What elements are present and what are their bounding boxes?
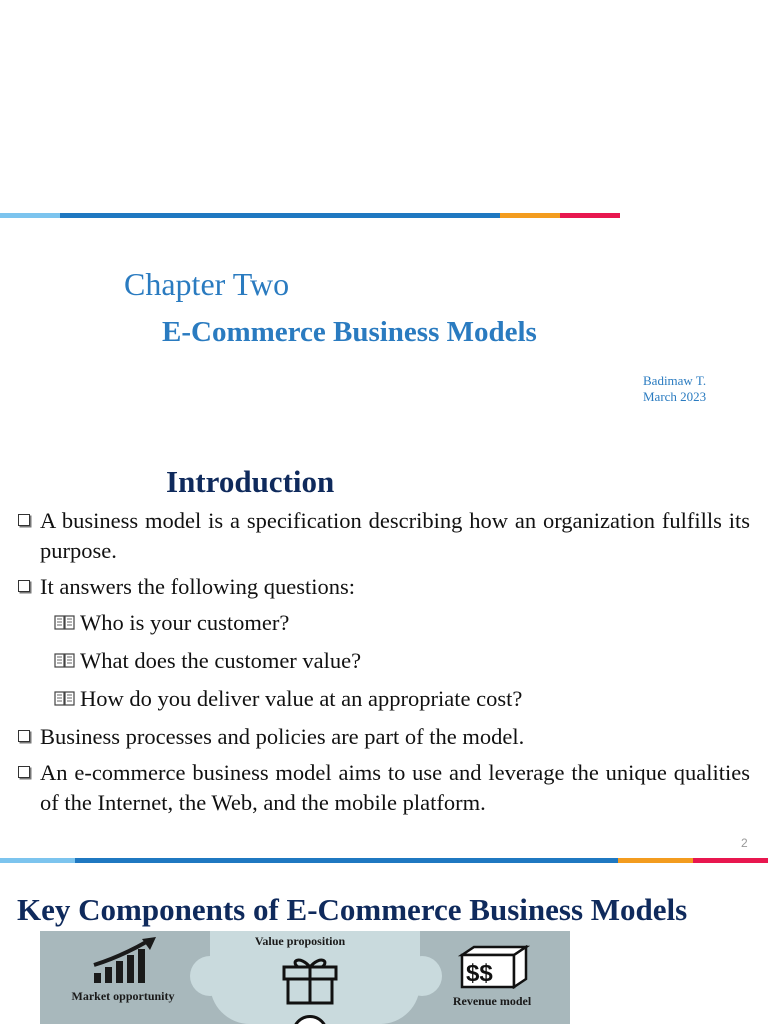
sub-bullet-text: How do you deliver value at an appropriate cost?	[80, 686, 523, 711]
bullet-text: A business model is a specification describing how an organization fulfills its purpose.	[40, 508, 750, 563]
checkbox-bullet-icon	[18, 580, 30, 592]
sub-list-item	[54, 684, 750, 714]
presentation-date: March 2023	[643, 389, 707, 404]
introduction-bullets	[18, 506, 750, 824]
value-proposition-label: Value proposition	[254, 934, 346, 948]
key-components-heading: Key Components of E-Commerce Business Models	[17, 892, 688, 927]
chapter-heading: Chapter Two	[124, 266, 290, 302]
checkbox-bullet-icon	[18, 514, 30, 526]
bullet-text: Business processes and policies are part of the model.	[40, 724, 525, 749]
introduction-heading: Introduction	[166, 464, 335, 499]
list-item	[18, 758, 750, 818]
page-number: 2	[741, 836, 748, 850]
sub-bullet-text: Who is your customer?	[80, 610, 290, 635]
slide1-color-bar	[0, 213, 620, 218]
bullet-text: An e-commerce business model aims to use and leverage the unique qualities of the Internet, the Web, and the mobile platform.	[40, 760, 750, 815]
list-item	[18, 722, 750, 752]
book-bullet-icon	[54, 691, 76, 707]
market-opportunity-label: Market opportunity	[71, 989, 175, 1003]
checkbox-bullet-icon	[18, 730, 30, 742]
bullet-text: It answers the following questions:	[40, 574, 355, 599]
sub-bullet-text: What does the customer value?	[80, 648, 362, 673]
money-box-icon	[458, 945, 530, 989]
list-item	[18, 506, 750, 566]
author-info	[643, 373, 706, 405]
list-item	[18, 572, 750, 602]
checkbox-bullet-icon	[18, 766, 30, 778]
author-name: Badimaw T.	[643, 373, 707, 388]
slide-title: E-Commerce Business Models	[162, 316, 537, 348]
book-bullet-icon	[54, 615, 76, 631]
chart-arrow-icon	[90, 937, 160, 987]
svg-text:$$: $$	[466, 960, 493, 987]
sub-list-item	[54, 608, 750, 638]
key-components-graphic	[40, 931, 570, 1024]
revenue-model-label: Revenue model	[452, 994, 532, 1008]
book-bullet-icon	[54, 653, 76, 669]
slide2-color-bar	[0, 858, 768, 863]
gift-icon	[278, 953, 342, 1005]
sub-list-item	[54, 646, 750, 676]
